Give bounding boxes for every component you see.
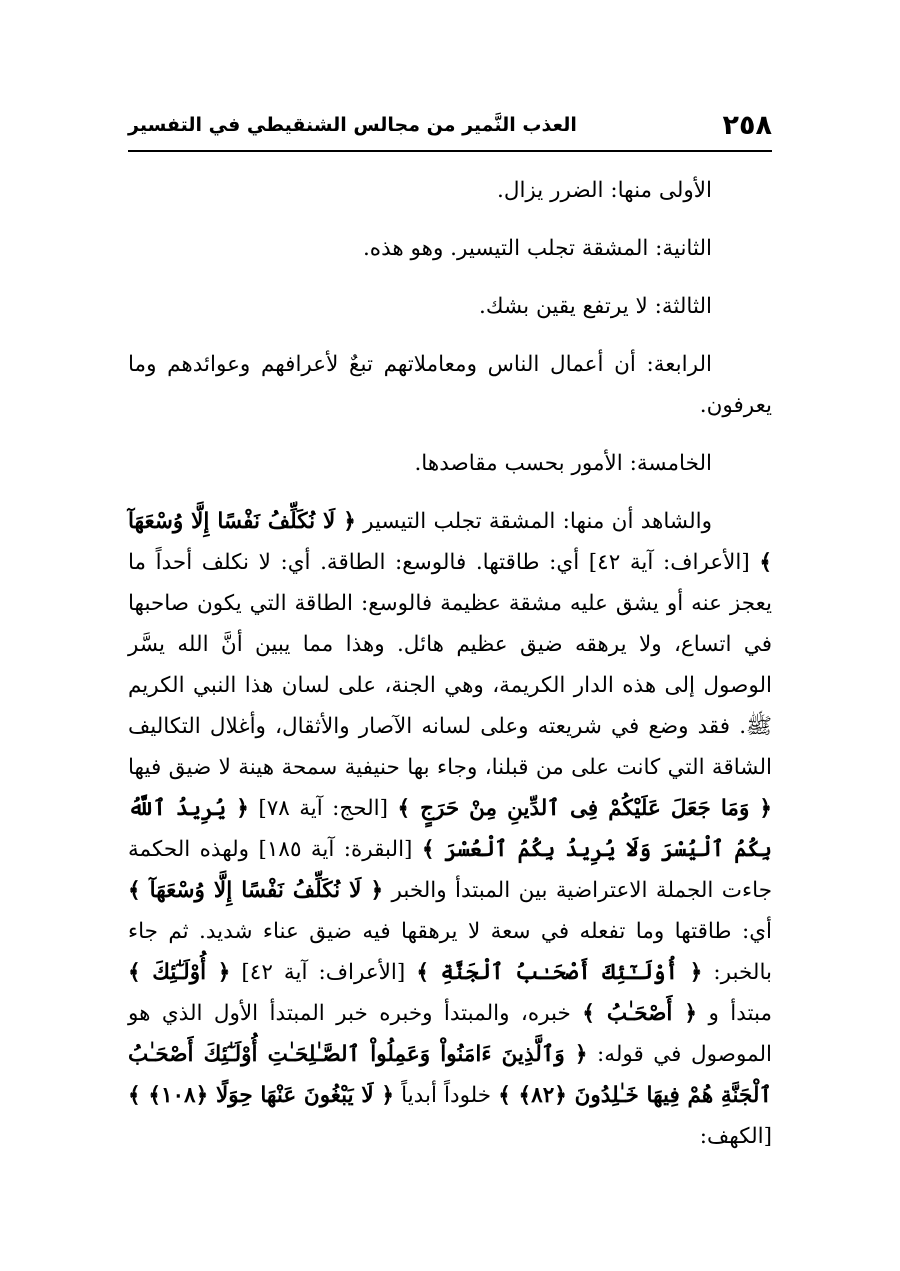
text-run: [الأعراف: آية ٤٢] أي: طاقتها. فالوسع: الطاقة. أي: لا نكلف أحداً ما يعجز عنه أو يشق عليه مشقة عظيمة فالوسع: الطاقة التي يكون صاحبها في اتساع، ولا يرهقه ضيق عظيم هائل. وهذا مما يبين أنَّ الله يسَّر الوصول إلى هذه الدار الكريمة، وهي الجنة، على لسان هذا النبي الكريم ﷺ. فقد وضع في شريعته وعلى لسانه الآصار والأثقال، وأغلال التكاليف الشاقة التي كانت على من قبلنا، وجاء بها حنيفية سمحة هينة لا ضيق فيها	[128, 550, 772, 780]
citation: [الأعراف: آية ٤٢]	[241, 960, 406, 985]
quran-verse: ﴿ لَا يَبْغُونَ عَنْهَا حِوَلًا ﴿١٠٨﴾ ﴾	[128, 1083, 395, 1108]
text-run: خبره، والمبتدأ وخبره خبر المبتدأ الأول الذي هو الموصول في قوله:	[128, 1001, 773, 1067]
text-run: أي: طاقتها وما تفعله في سعة لا يرهقها فيه ضيق عناء شديد. ثم جاء بالخبر:	[128, 919, 772, 985]
page-header	[128, 108, 772, 148]
citation: [الكهف:	[699, 1124, 772, 1149]
text-run: والشاهد أن منها: المشقة تجلب التيسير	[363, 509, 712, 534]
text-run: مبتدأ و	[708, 1001, 773, 1026]
text-run: [البقرة: آية ١٨٥] ولهذه الحكمة جاءت الجملة الاعتراضية بين المبتدأ والخبر	[128, 837, 772, 903]
page-body	[128, 170, 772, 1157]
paragraph-explanation	[128, 501, 772, 1157]
text-run: خلوداً أبدياً	[401, 1083, 492, 1108]
quran-verse: ﴿ يُرِيدُ ٱللَّهُ بِكُمُ ٱلْيُسْرَ وَلَا يُرِيدُ بِكُمُ ٱلْعُسْرَ ﴾	[128, 796, 772, 862]
header-divider	[128, 150, 772, 152]
citation: [الحج: آية ٧٨]	[258, 796, 389, 821]
paragraph-first-rule: الأولى منها: الضرر يزال.	[497, 178, 712, 203]
paragraph-third-rule: الثالثة: لا يرتفع يقين بشك.	[479, 294, 712, 319]
quran-verse: ﴿ وَٱلَّذِينَ ءَامَنُواْ وَعَمِلُواْ ٱلصَّـٰلِحَـٰتِ أُوْلَـٰٓئِكَ أَصْحَـٰبُ ٱلْجَنَّةِ هُمْ فِيهَا خَـٰلِدُونَ ﴿٨٢﴾ ﴾	[128, 1042, 772, 1108]
quran-verse: ﴿ أُوْلَـٰٓئِكَ ﴾	[128, 960, 231, 985]
quran-verse: ﴿ لَا نُكَلِّفُ نَفْسًا إِلَّا وُسْعَهَآ ﴾	[128, 509, 772, 575]
paragraph-fourth-rule: الرابعة: أن أعمال الناس ومعاملاتهم تبعٌ لأعرافهم وعوائدهم وما يعرفون.	[128, 352, 772, 418]
quran-verse: ﴿ لَا نُكَلِّفُ نَفْسًا إِلَّا وُسْعَهَآ ﴾	[128, 878, 384, 903]
page-number: ٢٥٨	[722, 110, 772, 141]
quran-verse: ﴿ أُوْلَـٰٓئِكَ أَصْحَـٰبُ ٱلْجَنَّةِ ﴾	[416, 960, 703, 985]
running-title: العذب النَّمير من مجالس الشنقيطي في التفسير	[128, 114, 577, 136]
paragraph-fifth-rule: الخامسة: الأمور بحسب مقاصدها.	[414, 451, 712, 476]
quran-verse: ﴿ وَمَا جَعَلَ عَلَيْكُمْ فِى ٱلدِّينِ مِنْ حَرَجٍ ﴾	[397, 796, 772, 821]
paragraph-second-rule: الثانية: المشقة تجلب التيسير. وهو هذه.	[362, 236, 712, 261]
quran-verse: ﴿ أَصْحَـٰبُ ﴾	[582, 1001, 698, 1026]
